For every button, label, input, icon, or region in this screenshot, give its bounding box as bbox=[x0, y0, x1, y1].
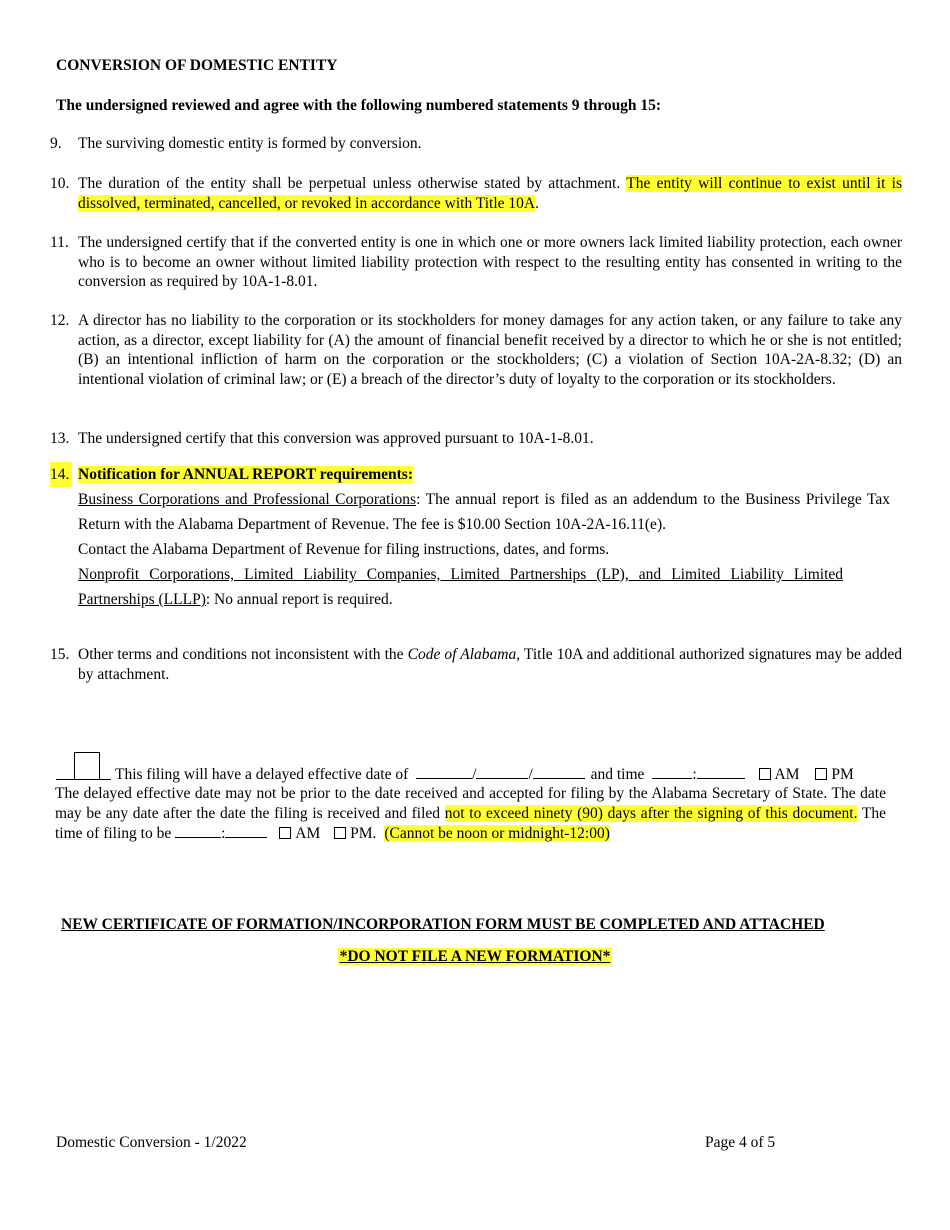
statement-text: The undersigned certify that this conversion was approved pursuant to 10A-1-8.01. bbox=[78, 430, 594, 447]
statement-13 bbox=[50, 429, 902, 449]
highlighted-text: The entity will continue to exist until it is dissolved, terminated, cancelled, or revoked in accordance with Title 10A bbox=[78, 175, 902, 212]
statement-number: 14. bbox=[50, 462, 72, 487]
statement-12 bbox=[50, 311, 902, 389]
pm-checkbox[interactable] bbox=[815, 768, 827, 780]
section-title: CONVERSION OF DOMESTIC ENTITY bbox=[56, 57, 338, 74]
filing-am-label: AM bbox=[295, 825, 321, 842]
statement-15 bbox=[50, 645, 902, 684]
ninety-days-highlight: not to exceed ninety (90) days after the signing of this document. bbox=[444, 804, 858, 822]
filing-minute-field[interactable] bbox=[225, 823, 267, 838]
annual-report-heading: Notification for ANNUAL REPORT requirements: bbox=[78, 466, 413, 483]
month-field[interactable] bbox=[416, 764, 472, 779]
statement-11 bbox=[50, 233, 902, 292]
statement-text-part: The duration of the entity shall be perpetual unless otherwise stated by attachment. bbox=[78, 175, 621, 192]
year-field[interactable] bbox=[533, 764, 585, 779]
nonprofit-text: : No annual report is required. bbox=[205, 591, 393, 608]
filing-pm-checkbox[interactable] bbox=[334, 827, 346, 839]
delayed-date-explanation bbox=[55, 784, 886, 844]
statement-number: 13. bbox=[50, 430, 70, 447]
noon-midnight-highlight: (Cannot be noon or midnight-12:00) bbox=[384, 825, 610, 842]
form-version: Domestic Conversion - 1/2022 bbox=[56, 1134, 247, 1151]
statement-text-pre: Other terms and conditions not inconsistent with the bbox=[78, 646, 404, 663]
day-field[interactable] bbox=[476, 764, 528, 779]
statement-9 bbox=[50, 134, 902, 154]
do-not-file-notice: *DO NOT FILE A NEW FORMATION* bbox=[339, 948, 611, 965]
delayed-date-line bbox=[115, 764, 854, 785]
intro-statement: The undersigned reviewed and agree with the following numbered statements 9 through 15: bbox=[56, 97, 662, 114]
and-time-label: and time bbox=[590, 766, 645, 783]
date-separator: / bbox=[472, 766, 477, 783]
statement-number: 12. bbox=[50, 312, 70, 329]
business-contact-text: Contact the Alabama Department of Revenue for filing instructions, dates, and forms. bbox=[78, 541, 610, 558]
filing-am-checkbox[interactable] bbox=[279, 827, 291, 839]
statement-number: 11. bbox=[50, 234, 69, 251]
delayed-filing-checkbox[interactable] bbox=[74, 752, 100, 780]
statement-text: A director has no liability to the corporation or its stockholders for money damages for any action taken, or any failure to take any action, as a director, except liability for (A) the amount of financial benefit received by a director to which he or she is not entitled; (B) an intentional infliction of harm on the corporation or the stockholders; (C) a violation of Section 10A-2A-8.32; (D) an intentional violation of criminal law; or (E) a breach of the director’s duty of loyalty to the corporation or its stockholders. bbox=[78, 312, 902, 388]
statement-number: 10. bbox=[50, 175, 70, 192]
business-corporations-text: : The annual report is filed as an addendum to the Business Privilege Tax Return with the Alabama Department of Revenue. The fee is $10.00 Section 10A-2A-16.11(e). bbox=[78, 491, 890, 533]
am-label: AM bbox=[774, 766, 800, 783]
business-corporations-label: Business Corporations and Professional Corporations bbox=[78, 491, 417, 508]
statement-text bbox=[78, 645, 902, 684]
statement-end: . bbox=[535, 194, 539, 212]
pm-label: PM bbox=[831, 766, 854, 783]
filing-pm-label: PM. bbox=[350, 825, 377, 842]
statement-10 bbox=[50, 174, 902, 213]
hour-field[interactable] bbox=[652, 764, 692, 779]
am-checkbox[interactable] bbox=[759, 768, 771, 780]
statement-text bbox=[78, 174, 902, 213]
delayed-date-body: The delayed effective date may not be prior to the date received and accepted for filing by the Alabama Secretary of State. The date may be any date after the date the filing is received and filed bbox=[55, 785, 886, 822]
statement-text: The undersigned certify that if the converted entity is one in which one or more owners lack limited liability protection, each owner who is to become an owner without limited liability protection with respect to the resulting entity has consented in writing to the conversion as required by 10A-1-8.01. bbox=[78, 234, 902, 290]
filing-time-label: The time of filing to be bbox=[55, 804, 887, 842]
statement-14 bbox=[50, 462, 902, 612]
statement-text: The surviving domestic entity is formed by conversion. bbox=[78, 135, 422, 152]
statement-number: 9. bbox=[50, 135, 62, 152]
delayed-date-label: This filing will have a delayed effective date of bbox=[115, 766, 409, 783]
new-certificate-notice: NEW CERTIFICATE OF FORMATION/INCORPORATION FORM MUST BE COMPLETED AND ATTACHED bbox=[61, 916, 825, 933]
statement-number: 15. bbox=[50, 646, 70, 663]
time-separator: : bbox=[221, 825, 226, 842]
time-separator: : bbox=[692, 766, 697, 783]
date-separator: / bbox=[528, 766, 533, 783]
minute-field[interactable] bbox=[697, 764, 745, 779]
statement-text-post: , Title 10A and additional authorized signatures may be added by attachment. bbox=[78, 646, 902, 683]
page-number: Page 4 of 5 bbox=[705, 1134, 776, 1151]
do-not-file-row bbox=[0, 947, 950, 967]
filing-hour-field[interactable] bbox=[175, 823, 221, 838]
checkbox-underline bbox=[56, 779, 111, 780]
code-of-alabama-title: Code of Alabama bbox=[407, 646, 517, 663]
nonprofit-label: Nonprofit Corporations, Limited Liability Companies, Limited Partnerships (LP), and Limited Liability Limited Partnerships (LLLP) bbox=[78, 566, 843, 608]
annual-report-section bbox=[78, 462, 902, 612]
